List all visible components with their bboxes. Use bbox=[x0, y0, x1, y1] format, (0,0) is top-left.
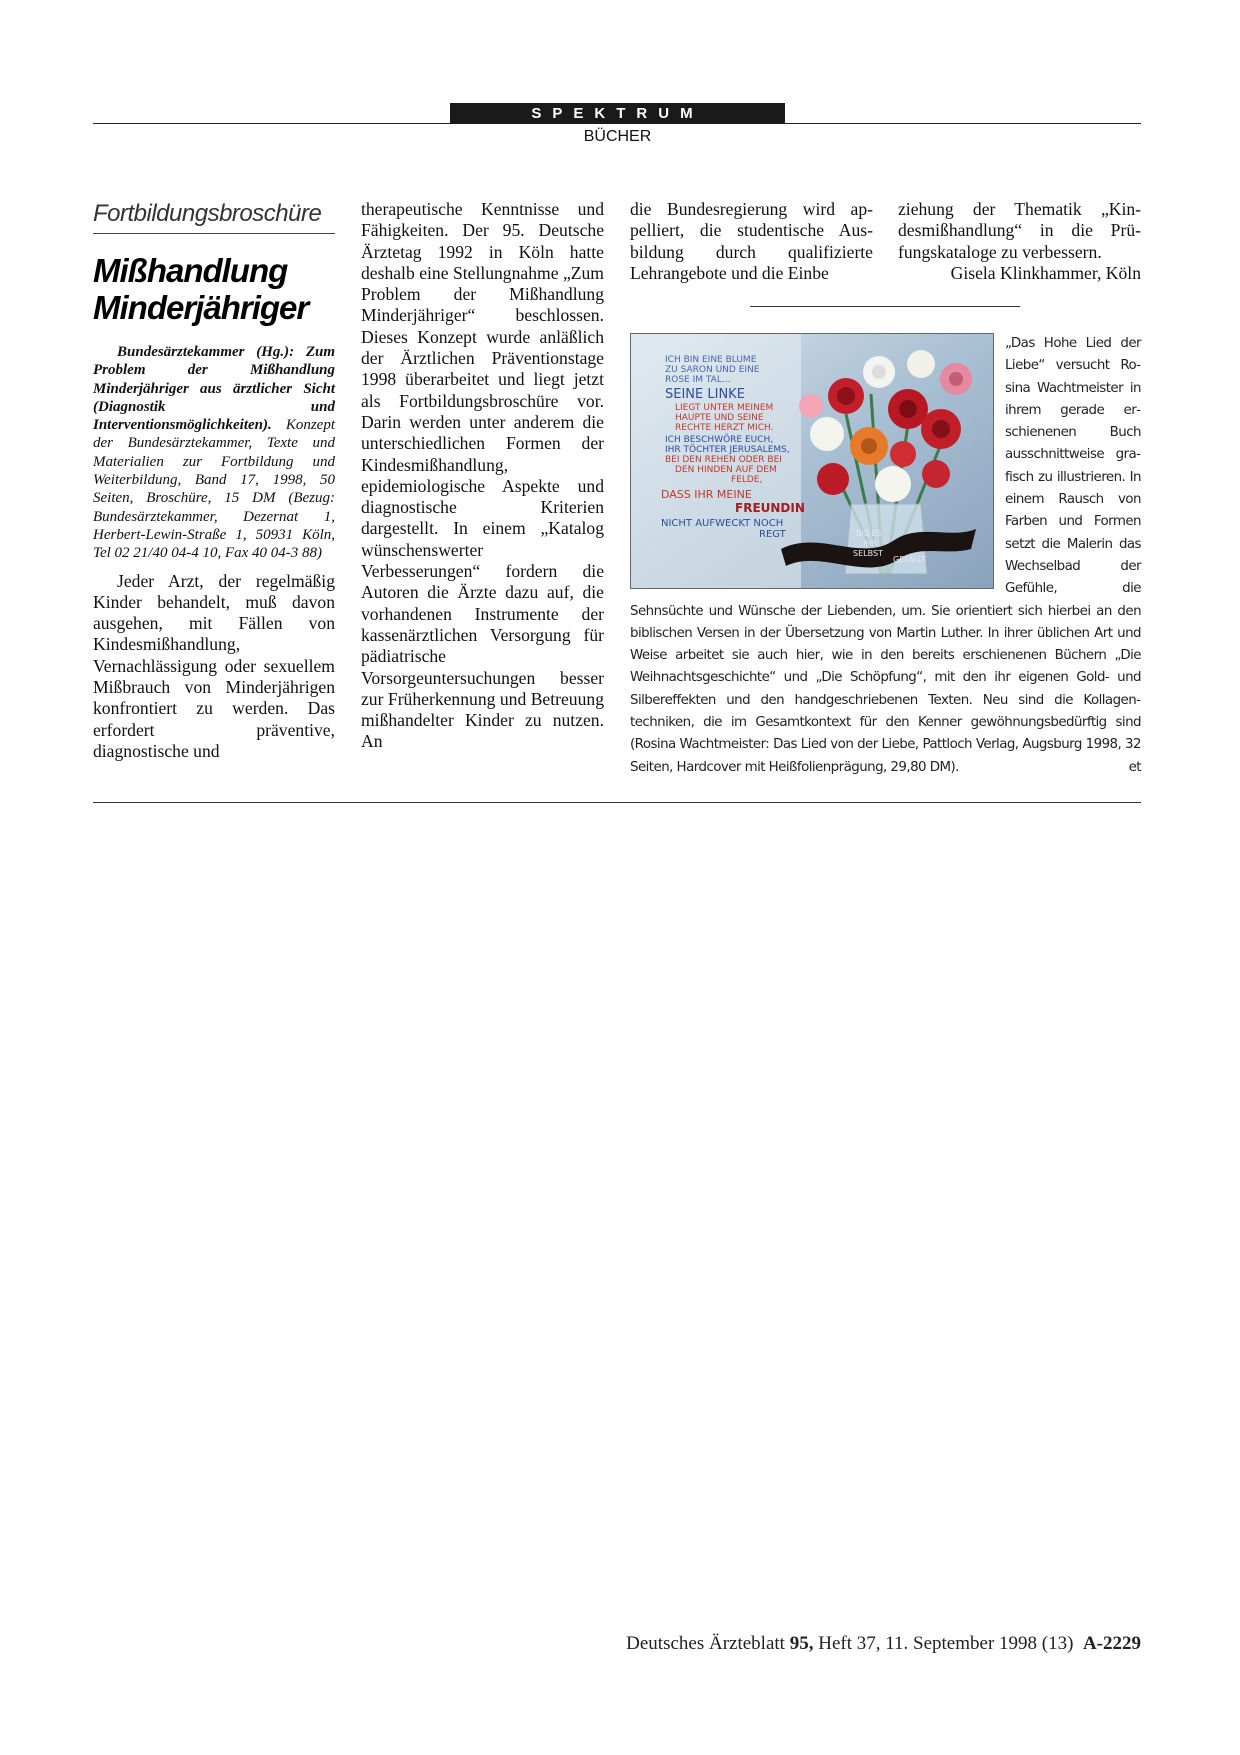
caption-signature: et bbox=[1128, 759, 1141, 775]
painting-text-line: HAUPTE UND SEINE bbox=[675, 413, 764, 423]
column-3: die Bundesregierung wird appelliert, die studentische Ausbildung durch qualifizierte Lehrangebote und die Einbe bbox=[630, 199, 873, 283]
journal-issue: Heft 37, 11. September 1998 (13) bbox=[818, 1633, 1074, 1654]
body-text-col1: Jeder Arzt, der regelmäßig Kinder behandelt, muß davon ausgehen, mit Fällen von Kindesmißhandlung, Vernachlässigung oder sexuellem Mißbrauch von Minderjährigen konfrontiert zu werden. Das erfordert präventive, diagnostische und bbox=[93, 570, 335, 761]
article-bottom-rule bbox=[93, 802, 1141, 803]
column-4 bbox=[898, 199, 1141, 284]
painting-text-line: BIS ES bbox=[856, 529, 882, 538]
page-footer bbox=[560, 1633, 1141, 1655]
painting-text-line: ICH BESCHWÖRE EUCH, bbox=[665, 435, 774, 445]
painting-text-line: NICHT AUFWECKT NOCH bbox=[661, 518, 784, 529]
painting-text-line: RECHTE HERZT MICH. bbox=[675, 423, 774, 433]
headline-line-1: Mißhandlung bbox=[93, 252, 288, 289]
caption-body: „Das Hohe Lied der Liebe“ versucht Rosina Wachtmeister in ihrem gerade erschienenen Buch ausschnittweise grafisch zu illustrieren. In einem Rausch von Farben und Formen setzt die Malerin das Wechselbad der Gefühle, die Sehnsüchte und Wünsche der Liebenden, um. Sie orientiert sich hierbei an den biblischen Versen in der Übersetzung von Martin Luther. In ihrer üblichen Art und Weise arbeitet sie auch hier, wie in den bereits erschienenen Büchern „Die Weihnachtsgeschichte“ und „Die Schöpfung“, mit den ihr eigenen Gold- und Silbereffekten und den handgeschriebenen Texten. Neu sind die Kollagentechniken, die im Gesamtkontext für den Kenner gewöhnungsbedürftig sind (Rosina Wachtmeister: Das Lied von der Liebe, Pattloch Verlag, Augsburg 1998, 32 Seiten, Hardcover mit Heißfolienprägung, 29,80 DM). bbox=[630, 336, 1141, 775]
painting-text-line: IHR TÖCHTER JERUSALEMS, bbox=[665, 445, 790, 455]
painting-text-line: SEINE LINKE bbox=[665, 387, 745, 402]
article-headline bbox=[93, 252, 335, 326]
painting-text-line: ZU SARON UND EINE bbox=[665, 365, 760, 375]
painting-text-line: FELDE, bbox=[731, 475, 763, 485]
page-number: A-2229 bbox=[1082, 1633, 1141, 1654]
article-kicker: Fortbildungsbroschüre bbox=[93, 199, 335, 234]
column-2: therapeutische Kenntnisse und Fähigkeiten. Der 95. Deutsche Ärztetag 1992 in Köln hatte deshalb eine Stellungnahme „Zum Problem der Mißhandlung Minderjähriger“ beschlossen. Dieses Konzept wurde anläßlich der Ärztlichen Präventionstage 1998 überarbeitet und liegt jetzt als Fortbildungsbroschüre vor. Darin werden unter anderem die unterschiedlichen Formen der Kindesmißhandlung, epidemiologische Aspekte und diagnostische Kriterien dargestellt. In einem „Katalog wünschenswerter Verbesserungen“ fordern die Autoren die Ärzte dazu auf, die vorhandenen Instrumente der kassenärztlichen Versorgung für pädiatrische Vorsorgeuntersuchungen besser zur Früherkennung und Betreuung mißhandelter Kinder zu nutzen. An bbox=[361, 199, 604, 752]
painting-text-line: DASS IHR MEINE bbox=[661, 488, 752, 501]
painting-text-line: ICH BIN EINE BLUME bbox=[665, 355, 757, 365]
painting-text-line: FREUNDIN bbox=[735, 501, 805, 515]
section-label: SPEKTRUM bbox=[450, 103, 785, 124]
painting-text-line: LIEGT UNTER MEINEM bbox=[675, 403, 774, 413]
painting-text-line: SELBST bbox=[853, 549, 883, 558]
separator-rule bbox=[750, 306, 1020, 307]
painting-text-line: DEN HINDEN AUF DEM bbox=[675, 465, 777, 475]
headline-line-2: Minderjähriger bbox=[93, 289, 309, 326]
journal-name: Deutsches Ärzteblatt bbox=[626, 1633, 785, 1654]
painting-text-line: GEFÄLLT bbox=[893, 555, 927, 564]
painting-text-line: BEI DEN REHEN ODER BEI bbox=[665, 455, 782, 465]
journal-volume: 95, bbox=[789, 1633, 814, 1654]
column-1 bbox=[93, 199, 335, 762]
painting-text-line: IHR bbox=[863, 539, 877, 548]
biblio-details: Konzept der Bundesärztekammer, Texte und Materialien zur Fortbildung und Weiterbildung, Band 17, 1998, 50 Seiten, Broschüre, 15 DM (Bezug: Bundesärztekammer, Dezernat 1, Herbert-Lewin-Straße 1, 50931 Köln, Tel 02 21/40 04-4 10, Fax 40 04-3 88) bbox=[93, 417, 335, 562]
bibliographic-info bbox=[93, 343, 335, 563]
painting-text-line: ROSE IM TAL… bbox=[665, 375, 731, 385]
subsection-label: BÜCHER bbox=[583, 128, 652, 145]
picture-caption bbox=[630, 333, 1141, 779]
article-author: Gisela Klinkhammer, Köln bbox=[950, 262, 1141, 283]
biblio-title: Bundesärztekammer (Hg.): Zum Problem der Mißhandlung Minderjähriger aus ärztlicher Sicht (Diagnostik und Interventionsmöglichkeiten). bbox=[93, 344, 335, 434]
body-text-col4: ziehung der Thematik „Kindesmißhandlung“ in die Prüfungskataloge zu verbessern. bbox=[898, 199, 1141, 262]
painting-text-line: REGT bbox=[759, 529, 786, 540]
caption-text bbox=[630, 333, 1141, 779]
